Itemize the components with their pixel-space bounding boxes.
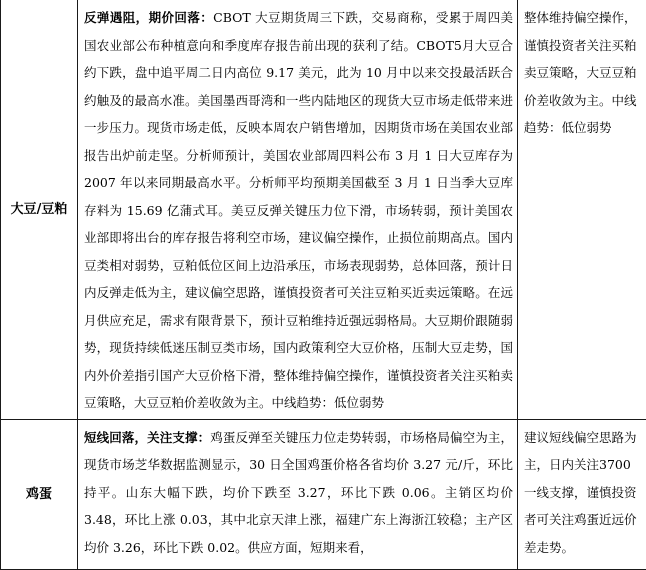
commodity-name: 大豆/豆粕	[1, 0, 78, 419]
analysis-text: CBOT 大豆期货周三下跌，交易商称，受累于周四美国农业部公布种植意向和季度库存报告前出现的获利了结。CBOT5月大豆合约下跌，盘中追平周二日内高位 9.17 美元，此为 10 月中以来交投最活跃合约触及的最高水准。美国墨西哥湾和一些内陆地区的现货大豆市场走低带来进一步压力。现货市场走低，反映本周农户销售增加，因期货市场在美国农业部报告出炉前走坚。分析师预计，美国农业部周四料公布 3 月 1 日大豆库存为 2007 年以来同期最高水平。分析师平均预期美国截至 3 月 1 日当季大豆库存料为 15.69 亿蒲式耳。美豆反弹关键压力位下滑，市场转弱，预计美国农业部即将出台的库存报告将利空市场，建议偏空操作，止损位前期高点。国内豆类相对弱势，豆粕低位区间上边沿承压，市场表现弱势，总体回落，预计日内反弹走低为主，建议偏空思路，谨慎投资者可关注豆粕买近卖远策略。在远月供应充足，需求有限背景下，预计豆粕维持近强远弱格局。大豆期价跟随弱势，现货持续低迷压制豆类市场，国内政策利空大豆价格，压制大豆走势，国内外价差指引国产大豆价格下滑，整体维持偏空操作，谨慎投资者关注买粕卖豆策略，大豆豆粕价差收敛为主。中线趋势：低位弱势	[84, 10, 513, 410]
strategy-cell: 建议短线偏空思路为主，日内关注3700 一线支撑，谨慎投资者可关注鸡蛋近远价差走势。	[518, 419, 646, 569]
table-row	[1, 0, 646, 419]
commodity-name: 鸡蛋	[1, 419, 78, 569]
analysis-cell	[78, 0, 518, 419]
strategy-cell: 整体维持偏空操作，谨慎投资者关注买粕卖豆策略，大豆豆粕价差收敛为主。中线趋势：低位弱势	[518, 0, 646, 419]
analysis-headline: 短线回落，关注支撑：	[84, 430, 210, 445]
analysis-headline: 反弹遇阻，期价回落：	[84, 10, 213, 25]
analysis-cell	[78, 419, 518, 569]
table-row	[1, 419, 646, 569]
analysis-text: 鸡蛋反弹至关键压力位走势转弱，市场格局偏空为主，现货市场芝华数据监测显示，30 日全国鸡蛋价格各省均价 3.27 元/斤，环比持平。山东大幅下跌，均价下跌至 3.27，环比下跌 0.06。主销区均价 3.48，环比上涨 0.03，其中北京天津上涨，福建广东上海浙江较稳；主产区均价 3.26，环比下跌 0.02。供应方面，短期来看，	[84, 430, 513, 555]
